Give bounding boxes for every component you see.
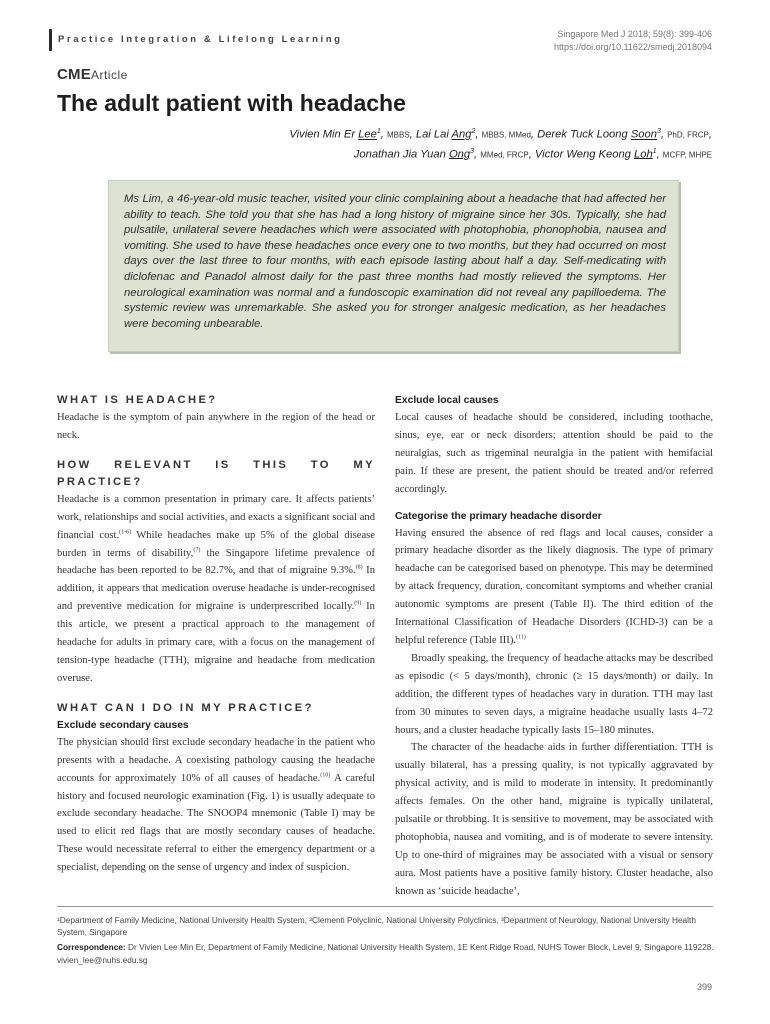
author-affil: 3: [656, 128, 661, 135]
citation: (8): [355, 564, 363, 571]
author-surname: Ong: [448, 148, 471, 161]
page-number: 399: [696, 982, 712, 992]
paragraph: Headache is the symptom of pain anywhere in the region of the head or neck.: [57, 412, 375, 441]
author-degree: MCFP, MHPE: [662, 150, 712, 160]
paragraph: [57, 734, 375, 877]
text-run: In this article, we present a practical approach to the management of headache for adults in primary care, with a focus on the management of tension-type headache (TTH), migraine and headache from medication overuse.: [57, 601, 375, 684]
author-name: Jonathan Jia Yuan: [353, 148, 449, 161]
section-label: Practice Integration & Lifelong Learning: [58, 34, 343, 45]
subheading-local-causes: Exclude local causes: [395, 395, 499, 406]
citation: (10): [320, 772, 331, 779]
author-line-1: Vivien Min Er Lee$^1$, MBBS, Lai Lai Ang$^2$, MBBS, MMed, Derek Tuck Loong Soon$^3$, PhD, FRCP,: [289, 128, 712, 141]
article-type: [57, 66, 128, 83]
citation: (7): [193, 547, 201, 553]
author-name: Vivien Min Er: [289, 128, 359, 141]
right-column: [395, 392, 713, 901]
author-surname: Ang: [451, 128, 472, 141]
journal-citation: [554, 28, 712, 54]
paragraph: Broadly speaking, the frequency of headache attacks may be described as episodic (< 5 days/month), chronic (≥ 15 days/month) or daily. In addition, the different types of headaches vary in duration. TTH may last from 30 minutes to seven days, a migraine headache usually lasts 4–72 hours, and a cluster headache typically lasts 15–180 minutes.: [395, 652, 713, 736]
text-run: In addition, it appears that medication overuse headache is under-recognised and preventive medication for migraine is underprescribed locally.: [57, 565, 375, 613]
text-run: Having ensured the absence of red flags and local causes, consider a primary headache disorder as the likely diagnosis. The type of primary headache can be categorised based on phenotype. This may be determined by attack frequency, duration, concomitant symptoms and whether cranial autonomic symptoms are present (Table II). The third edition of the International Classification of Headache Disorders (ICHD-3) can be a helpful reference (Table III).: [395, 527, 713, 646]
author-surname: Soon: [630, 128, 657, 141]
footnote-divider: [57, 906, 713, 907]
correspondence-text: Dr Vivien Lee Min Er, Department of Family Medicine, National University Health System, 1E Kent Ridge Road, NUHS Tower Block, Level 9, Singapore 119228. vivien_lee@nuhs.edu.sg: [57, 942, 714, 965]
author-degree: PhD, FRCP: [667, 130, 709, 140]
heading-practice: WHAT CAN I DO IN MY PRACTICE?: [57, 701, 314, 714]
author-list: [52, 124, 712, 163]
heading-relevance: HOW RELEVANT IS THIS TO MY PRACTICE?: [57, 458, 375, 488]
text-run: Headache is a common presentation in primary care. It affects patients’ work, relationships and social activities, and exacts a significant social and financial cost.: [57, 493, 375, 541]
affiliations: ¹Department of Family Medicine, National University Health System, ²Clementi Polyclinic, National University Polyclinics, ³Department of Neurology, National University Health System, Singapore: [57, 915, 696, 938]
article-type-sub: Article: [90, 68, 128, 82]
author-affil: 1: [652, 147, 657, 155]
heading-what-is-headache: WHAT IS HEADACHE?: [57, 394, 218, 406]
citation: (1-6): [119, 529, 132, 536]
paragraph: [395, 525, 713, 650]
left-column: [57, 392, 375, 877]
author-affil: 3: [470, 147, 475, 155]
paragraph: Local causes of headache should be considered, including toothache, sinus, eye, ear or neck disorders; attention should be paid to the neuralgias, such as trigeminal neuralgia in the patient with hemifacial pain. If these are present, the patient should be treated and/or referred accordingly.: [395, 412, 713, 495]
author-affil: 1: [376, 128, 381, 135]
author-surname: Loh: [634, 148, 653, 161]
citation: (9): [354, 600, 362, 607]
article-title: The adult patient with headache: [57, 90, 406, 116]
citation: (11): [516, 634, 526, 641]
article-type-main: CME: [57, 66, 91, 83]
author-name: Derek Tuck Loong: [537, 128, 631, 141]
author-degree: MBBS: [386, 130, 410, 140]
author-surname: Lee: [358, 128, 377, 141]
author-degree: MBBS, MMed: [481, 130, 531, 140]
paragraph: The character of the headache aids in further differentiation. TTH is usually bilateral, has a pressing quality, is not typically aggravated by physical activity, and is mild to moderate in intensity. It predominantly affects females. On the other hand, migraine is typically unilateral, pulsatile or throbbing. It is sensitive to movement, may be associated with photophobia, nausea and vomiting, and is of moderate to severe intensity. Up to one-third of migraines may be associated with a visual or sensory aura. Most patients have a positive family history. Cluster headache, also known as ‘suicide headache’,: [395, 742, 713, 897]
author-affil: 2: [471, 128, 476, 135]
text-run: the Singapore lifetime prevalence of headache has been reported to be 82.7%, and that of migraine 9.3%.: [57, 547, 375, 577]
text-run: The physician should first exclude secondary headache in the patient who presents with a headache. A coexisting pathology causing the headache accounts for approximately 10% of all causes of headache.: [57, 736, 375, 784]
author-line-2: Jonathan Jia Yuan Ong$^3$, MMed, FRCP, Victor Weng Keong Loh$^1$, MCFP, MHPE: [353, 147, 712, 161]
subheading-categorise: Categorise the primary headache disorder: [395, 510, 602, 522]
doi-link[interactable]: https://doi.org/10.11622/smedj.2018094: [554, 42, 712, 52]
footnotes: [57, 914, 717, 966]
author-degree: MMed, FRCP: [480, 150, 529, 160]
text-run: A careful history and focused neurologic examination (Fig. 1) is usually adequate to exclude secondary headache. The SNOOP4 mnemonic (Table I) may be used to elicit red flags that are mostly secondary causes of headache. These would necessitate referral to either the emergency department or a specialist, depending on the sense of urgency and index of suspicion.: [57, 772, 375, 874]
author-name: Victor Weng Keong: [534, 148, 634, 161]
correspondence: [57, 941, 717, 965]
author-name: Lai Lai: [415, 128, 452, 141]
header-accent-bar: [49, 29, 52, 51]
correspondence-label: Correspondence:: [57, 942, 126, 953]
subheading-secondary-causes: Exclude secondary causes: [57, 719, 189, 731]
paragraph: [57, 491, 375, 688]
journal-line: Singapore Med J 2018; 59(8): 399-406: [557, 29, 712, 39]
case-text: Ms Lim, a 46-year-old music teacher, visited your clinic complaining about a headache that had affected her ability to teach. She told you that she has had a long history of migraine since her 30s. Typically, she had pulsatile, unilateral severe headaches which were associated with photophobia, phonophobia, nausea and vomiting. She used to have these headaches once every one to two months, but they had occurred on most days over the last three to four months, with each episode lasting about half a day. Self-medicating with diclofenac and Panadol almost daily for the past three months had mostly relieved the symptoms. Her neurological examination was normal and a fundoscopic examination did not reveal any papilloedema. The systemic review was unremarkable. She asked you for stronger analgesic medication, as her headaches were becoming unbearable.: [124, 193, 666, 330]
text-run: While headaches make up 5% of the global disease burden in terms of disability,: [57, 529, 375, 559]
